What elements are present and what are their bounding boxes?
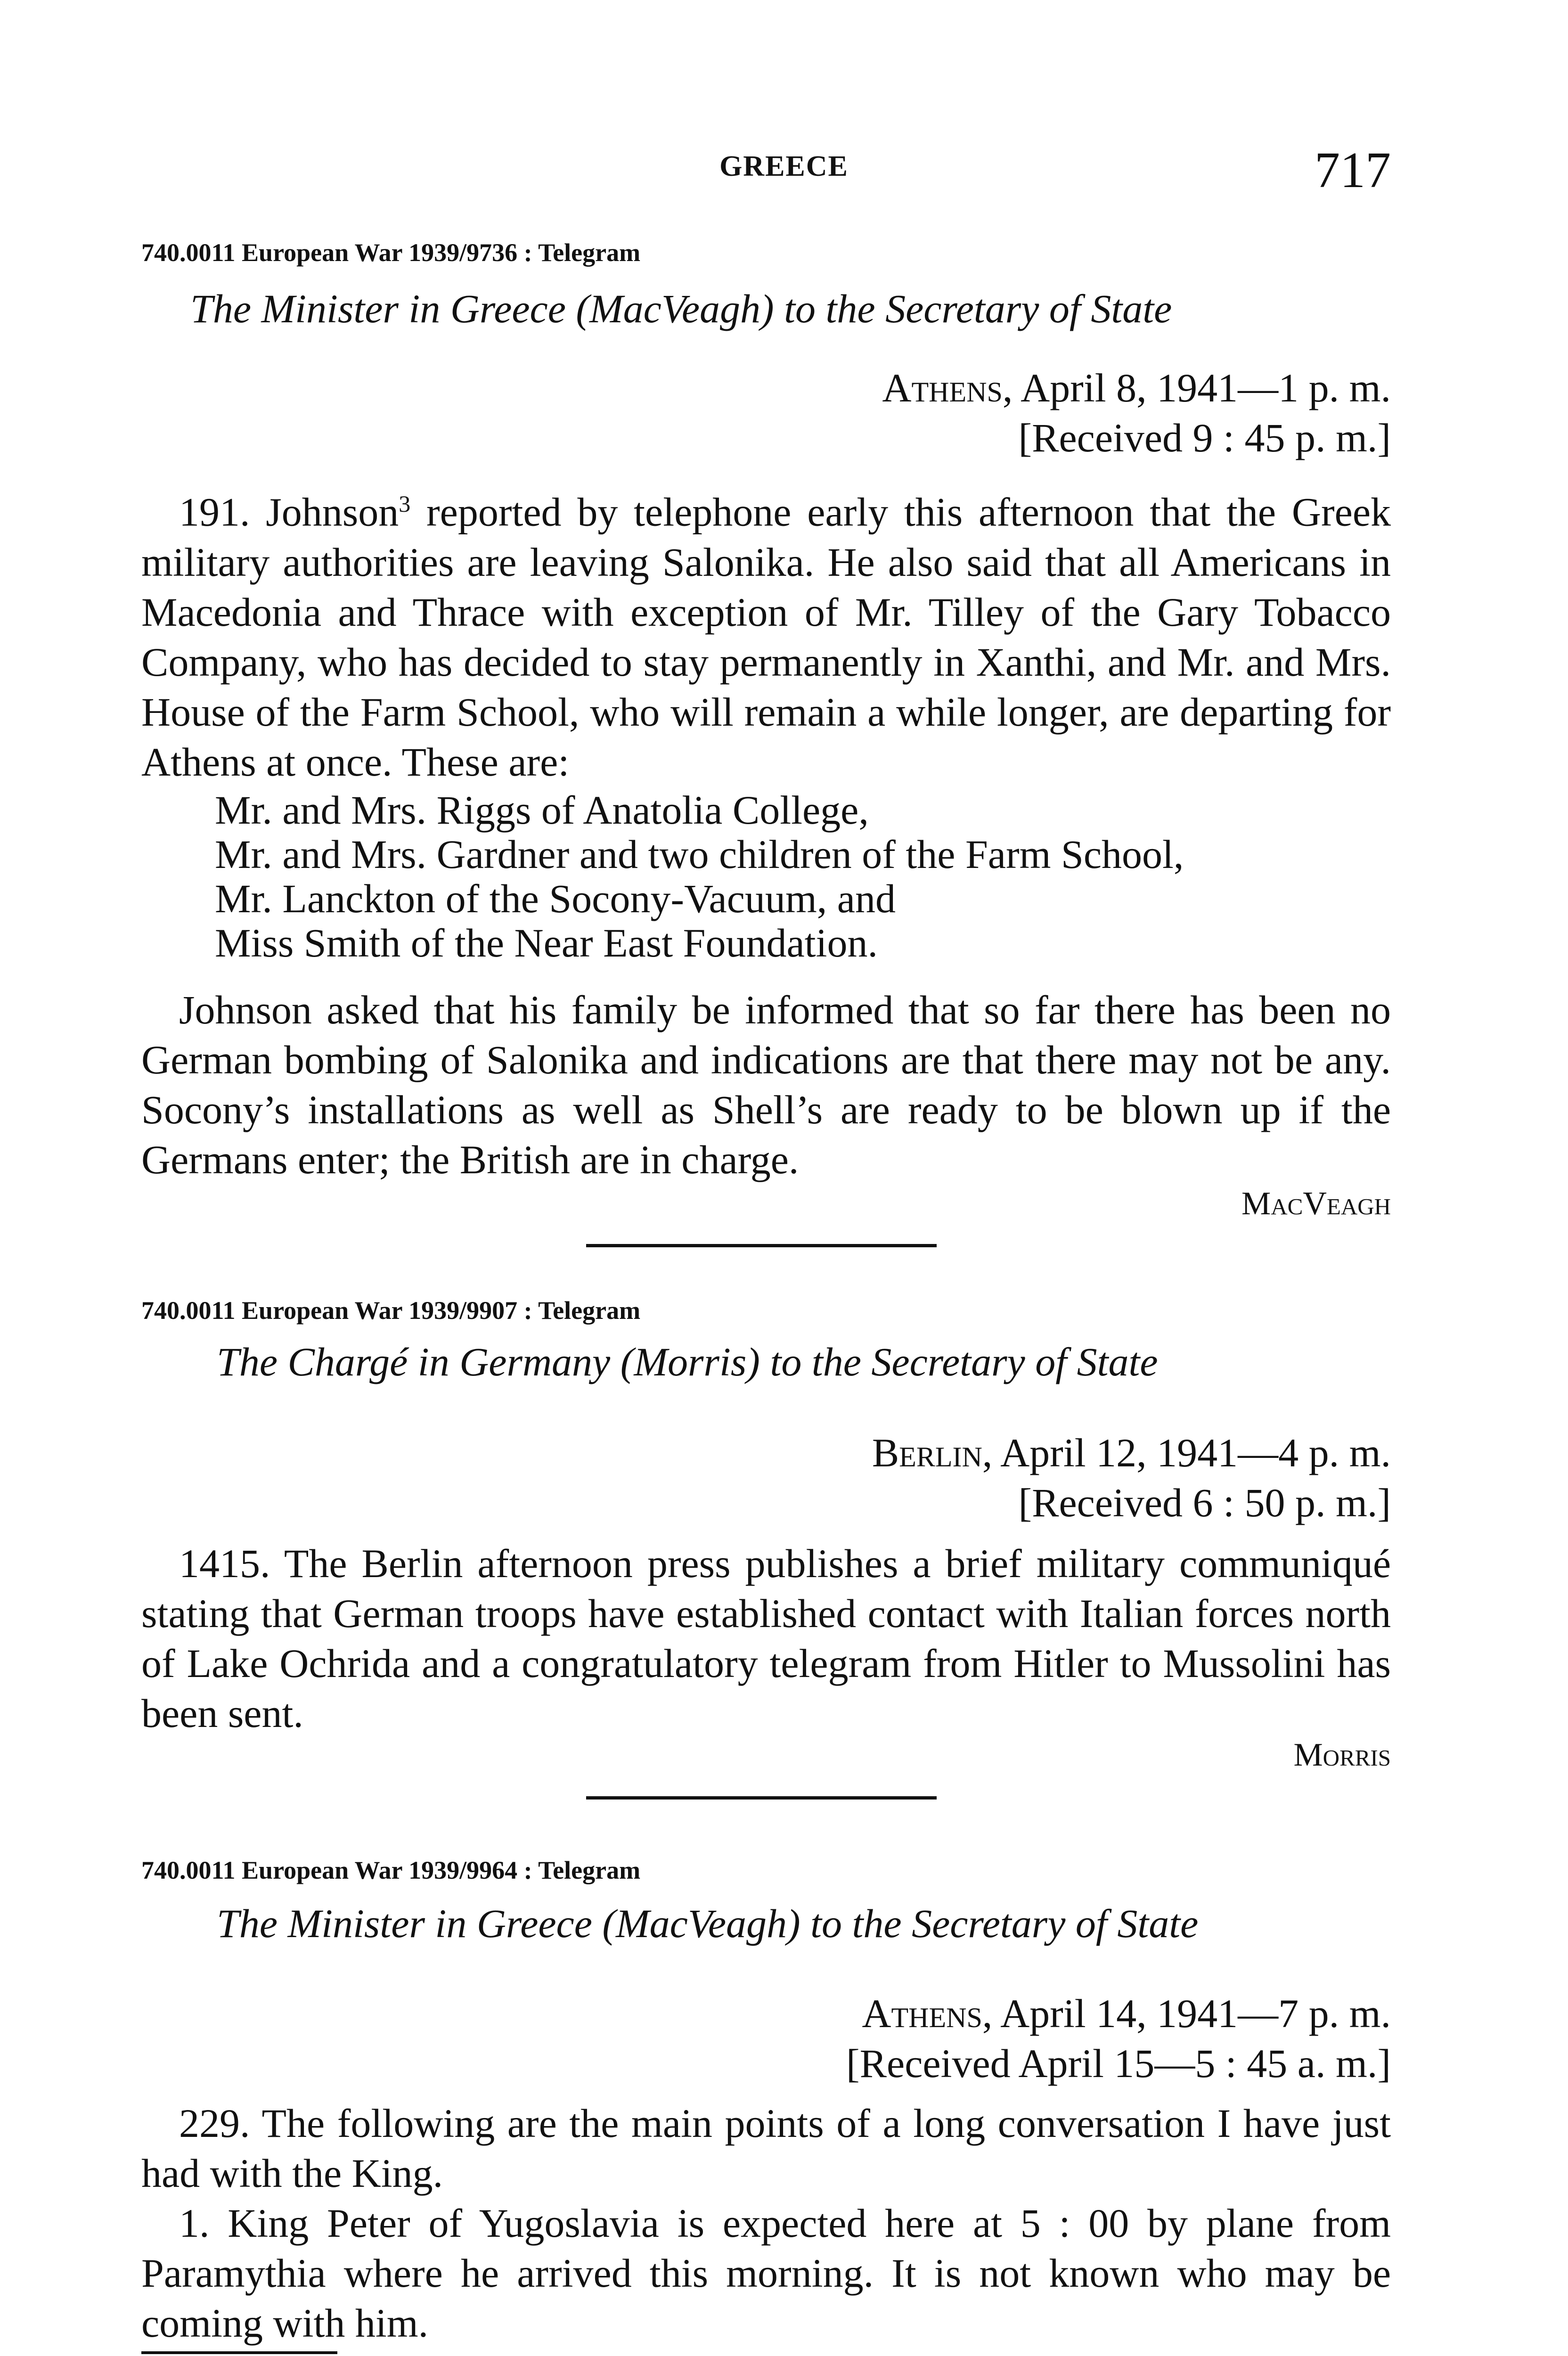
dateline	[846, 1988, 1391, 2088]
footnote-rule	[141, 2351, 337, 2354]
running-head: GREECE	[719, 150, 849, 182]
section-divider	[586, 1244, 937, 1247]
signature: Morris	[1293, 1737, 1391, 1773]
document-subject: The Chargé in Germany (Morris) to the Secretary of State	[217, 1339, 1158, 1384]
message-body	[141, 479, 1391, 787]
dateline-place: Berlin	[872, 1430, 982, 1475]
dateline-date: , April 12, 1941—4 p. m.	[982, 1430, 1391, 1475]
received-line: [Received 9 : 45 p. m.]	[1018, 415, 1391, 460]
paragraph: Johnson asked that his family be informed that so far there has been no German bombing of Salonika and indications are that there may not be any. Socony’s installations as well as Shell’s are ready to be blown up if the Germans enter; the British are in charge.	[141, 987, 1391, 1182]
dateline-date: , April 8, 1941—1 p. m.	[1002, 365, 1391, 410]
section-divider	[586, 1796, 937, 1800]
paragraph-text: reported by telephone early this afternoon that the Greek military authorities are leaving Salonika. He also said that all Americans in Macedonia and Thrace with exception of Mr. Tilley of the Gary Tobacco Company, who has decided to stay permanently in Xanthi, and Mr. and Mrs. House of the Farm School, who will remain a while longer, are departing for Athens at once. These are:	[141, 489, 1391, 785]
received-line: [Received 6 : 50 p. m.]	[1018, 1480, 1391, 1525]
signature: MacVeagh	[1241, 1186, 1391, 1222]
paragraph: 1. King Peter of Yugoslavia is expected here at 5 : 00 by plane from Paramythia where he arrived this morning. It is not known who may be coming with him.	[141, 2201, 1391, 2346]
message-body	[141, 985, 1391, 1185]
paragraph-text: 191. Johnson	[179, 489, 399, 535]
list-item: Mr. and Mrs. Riggs of Anatolia College,	[215, 787, 869, 833]
list-item: Mr. Lanckton of the Socony-Vacuum, and	[215, 876, 896, 921]
message-body	[141, 1538, 1391, 1738]
paragraph	[141, 479, 1391, 787]
document-subject: The Minister in Greece (MacVeagh) to the Secretary of State	[217, 1901, 1199, 1946]
paragraph: 229. The following are the main points of a long conversation I have just had with the King.	[141, 2101, 1391, 2196]
received-line: [Received April 15—5 : 45 a. m.]	[846, 2041, 1391, 2086]
footnote-ref: 3	[399, 491, 411, 517]
dateline-place: Athens	[882, 365, 1003, 410]
page-number: 717	[1315, 142, 1391, 198]
list-item: Mr. and Mrs. Gardner and two children of the Farm School,	[215, 832, 1184, 877]
list-item: Miss Smith of the Near East Foundation.	[215, 920, 878, 965]
file-reference: 740.0011 European War 1939/9907 : Telegram	[141, 1296, 641, 1325]
document-subject: The Minister in Greece (MacVeagh) to the Secretary of State	[190, 286, 1172, 331]
file-reference: 740.0011 European War 1939/9964 : Telegram	[141, 1856, 641, 1884]
paragraph: 1415. The Berlin afternoon press publishes a brief military communiqué stating that German troops have established contact with Italian forces north of Lake Ochrida and a congratulatory telegram from Hitler to Mussolini has been sent.	[141, 1541, 1391, 1736]
dateline-date: , April 14, 1941—7 p. m.	[982, 1991, 1391, 2036]
file-reference: 740.0011 European War 1939/9736 : Telegram	[141, 238, 641, 267]
dateline-place: Athens	[862, 1991, 982, 2036]
message-body	[141, 2098, 1391, 2348]
dateline	[882, 363, 1391, 463]
name-list	[215, 788, 1184, 965]
dateline	[872, 1428, 1391, 1528]
